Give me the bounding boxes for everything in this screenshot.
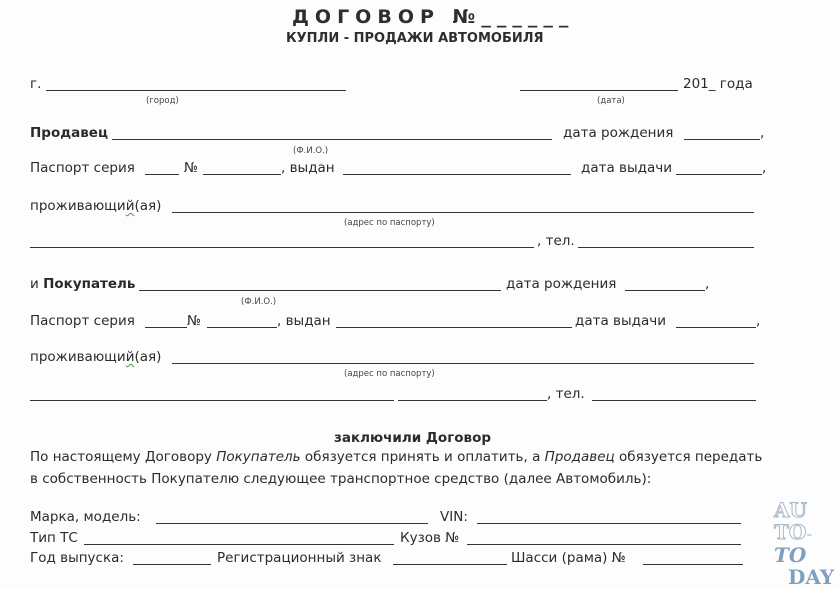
buyer-birth-date-field[interactable]	[625, 290, 705, 291]
seller-fio-field[interactable]	[112, 139, 552, 140]
buyer-address-field-2[interactable]	[30, 400, 394, 401]
agreement-heading: заключили Договор	[334, 430, 492, 446]
buyer-issue-date-field[interactable]	[676, 327, 756, 328]
comma: ,	[762, 160, 767, 176]
make-model-label: Марка, модель:	[30, 509, 141, 525]
vin-label: VIN:	[440, 509, 468, 525]
vehicle-type-field[interactable]	[84, 544, 394, 545]
chassis-label: Шасси (рама) №	[511, 550, 626, 566]
seller-label: Продавец	[30, 125, 108, 141]
seller-fio-caption: (Ф.И.О.)	[293, 146, 329, 156]
seller-phone-field[interactable]	[578, 247, 754, 248]
year-label: Год выпуска:	[30, 550, 124, 566]
seller-residing-label: проживающий(ая)	[30, 198, 162, 214]
city-field[interactable]	[46, 90, 346, 91]
vehicle-type-label: Тип ТС	[30, 530, 78, 546]
buyer-passport-number-field[interactable]	[207, 327, 277, 328]
buyer-fio-field[interactable]	[139, 290, 501, 291]
buyer-issued-by-label: , выдан	[277, 313, 331, 329]
reg-sign-label: Регистрационный знак	[217, 550, 382, 566]
seller-passport-number-field[interactable]	[203, 174, 281, 175]
buyer-residing-label: проживающий(ая)	[30, 349, 162, 365]
agreement-paragraph-line-1: По настоящему Договору Покупатель обязуется принять и оплатить, а Продавец обязуется передать	[30, 449, 763, 465]
vin-field[interactable]	[477, 523, 741, 524]
reg-sign-field[interactable]	[393, 564, 507, 565]
agreement-paragraph-line-2: в собственность Покупателю следующее транспортное средство (далее Автомобиль):	[30, 471, 652, 487]
spellcheck-squiggle: й	[125, 198, 135, 214]
buyer-issued-by-field[interactable]	[336, 327, 572, 328]
seller-passport-number-label: №	[184, 160, 199, 176]
seller-issued-by-label: , выдан	[281, 160, 335, 176]
comma: ,	[705, 276, 710, 292]
body-number-field[interactable]	[467, 544, 741, 545]
comma: ,	[760, 125, 765, 141]
buyer-issue-date-label: дата выдачи	[575, 313, 667, 329]
seller-address-field-2[interactable]	[30, 247, 534, 248]
seller-issue-date-field[interactable]	[676, 174, 762, 175]
buyer-passport-series-label: Паспорт серия	[30, 313, 135, 329]
buyer-label: и Покупатель	[30, 276, 136, 292]
seller-passport-series-field[interactable]	[145, 174, 179, 175]
document-subtitle: КУПЛИ - ПРОДАЖИ АВТОМОБИЛЯ	[286, 31, 544, 46]
buyer-fio-caption: (Ф.И.О.)	[241, 297, 277, 307]
buyer-birth-date-label: дата рождения	[506, 276, 617, 292]
buyer-address-field-3[interactable]	[398, 400, 547, 401]
buyer-address-field[interactable]	[172, 363, 754, 364]
buyer-address-caption: (адрес по паспорту)	[344, 369, 435, 379]
buyer-phone-field[interactable]	[592, 400, 756, 401]
document-title: ДОГОВОР №______	[292, 6, 575, 28]
buyer-phone-label: , тел.	[547, 386, 585, 402]
city-caption: (город)	[146, 96, 179, 106]
seller-passport-series-label: Паспорт серия	[30, 160, 135, 176]
date-caption: (дата)	[597, 96, 625, 106]
spellcheck-squiggle: й	[125, 349, 135, 365]
buyer-passport-number-label: №	[187, 313, 202, 329]
seller-address-caption: (адрес по паспорту)	[344, 218, 435, 228]
chassis-field[interactable]	[643, 564, 743, 565]
seller-issue-date-label: дата выдачи	[581, 160, 673, 176]
comma: ,	[756, 313, 761, 329]
seller-issued-by-field[interactable]	[343, 174, 571, 175]
city-prefix: г.	[30, 76, 42, 92]
date-field[interactable]	[520, 90, 678, 91]
seller-birth-date-label: дата рождения	[563, 125, 674, 141]
seller-address-field[interactable]	[172, 212, 754, 213]
year-field[interactable]	[133, 564, 211, 565]
year-suffix: 201_ года	[683, 76, 753, 92]
seller-phone-label: , тел.	[537, 233, 575, 249]
seller-birth-date-field[interactable]	[684, 139, 760, 140]
body-number-label: Кузов №	[400, 530, 460, 546]
autotoday-watermark-logo: AU TO-TO DAY	[774, 498, 835, 589]
buyer-passport-series-field[interactable]	[145, 327, 187, 328]
make-model-field[interactable]	[156, 523, 428, 524]
